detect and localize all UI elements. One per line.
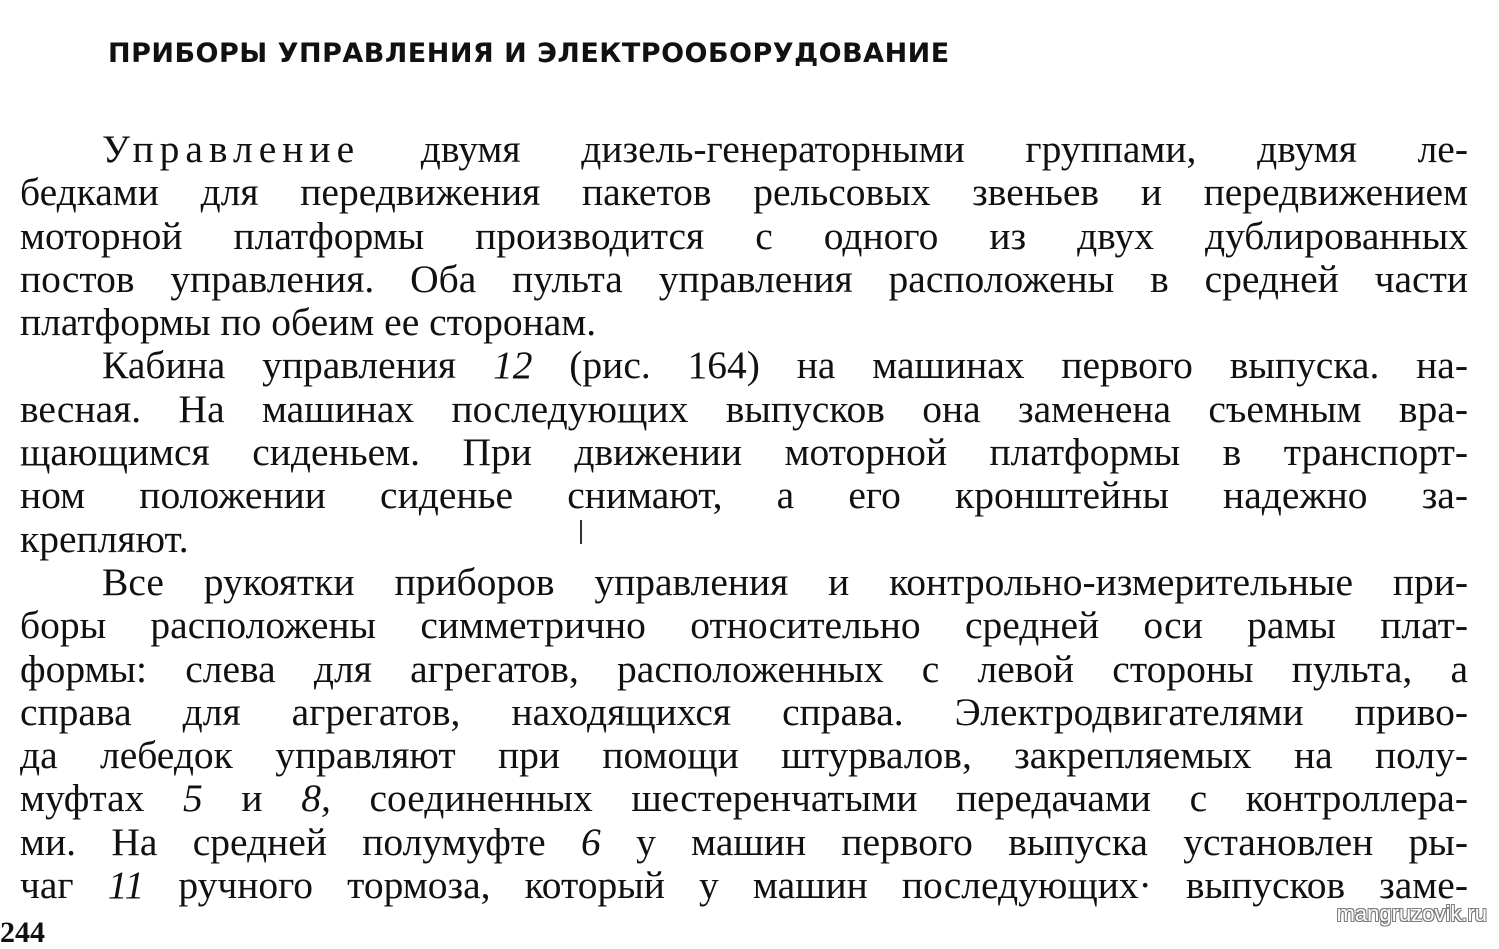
paragraph-1-line-2: бедками для передвижения пакетов рельсовых звеньев и передвижением bbox=[20, 170, 1468, 215]
paragraph-2-line-3: щающимся сиденьем. При движении моторной платформы в транспорт- bbox=[20, 430, 1468, 475]
paragraph-2-line-5: крепляют. bbox=[20, 516, 189, 561]
paragraph-3-line-4: справа для агрегатов, находящихся справа. Электродвигателями приво- bbox=[20, 689, 1468, 734]
figure-reference: 11 bbox=[107, 863, 145, 908]
paragraph-2-line-4: ном положении сиденье снимают, а его кронштейны надежно за- bbox=[20, 473, 1468, 518]
line-text: у машин первого выпуска установлен ры- bbox=[600, 819, 1469, 864]
line-text: (рис. 164) на машинах первого выпуска. на- bbox=[532, 343, 1468, 388]
figure-reference: 8, bbox=[301, 776, 331, 821]
paragraph-3-line-2: боры расположены симметрично относительно средней оси рамы плат- bbox=[20, 603, 1468, 648]
paragraph-2-line-2: весная. На машинах последующих выпусков она заменена съемным вра- bbox=[20, 386, 1468, 431]
scan-artifact-mark bbox=[580, 520, 582, 544]
line-text: и bbox=[202, 776, 302, 821]
paragraph-3-line-3: формы: слева для агрегатов, расположенных с левой стороны пульта, а bbox=[20, 646, 1468, 691]
paragraph-2-line-1 bbox=[20, 344, 1468, 387]
line-text: соединенных шестеренчатыми передачами с контроллера- bbox=[330, 776, 1468, 821]
paragraph-1-line-1 bbox=[20, 128, 1468, 171]
paragraph-3-line-6 bbox=[20, 777, 1468, 820]
spaced-lead-word: Управление bbox=[102, 127, 361, 171]
line-text: ми. На средней полумуфте bbox=[20, 819, 581, 864]
line-text: Кабина управления bbox=[102, 343, 493, 388]
section-heading: ПРИБОРЫ УПРАВЛЕНИЯ И ЭЛЕКТРООБОРУДОВАНИЕ bbox=[108, 38, 950, 69]
paragraph-3-line-1: Все рукоятки приборов управления и контрольно-измерительные при- bbox=[102, 559, 1468, 604]
figure-reference: 6 bbox=[581, 819, 601, 864]
line-text: двумя дизель-генераторными группами, двумя ле- bbox=[360, 127, 1468, 171]
paragraph-1-line-4: постов управления. Оба пульта управления расположены в средней части bbox=[20, 256, 1468, 301]
line-text: муфтах bbox=[20, 776, 184, 821]
page-number: 244 bbox=[0, 916, 45, 949]
line-text: ручного тормоза, который у машин последующих· выпусков заме- bbox=[144, 863, 1468, 908]
body-text bbox=[20, 128, 1468, 907]
figure-reference: 5 bbox=[183, 776, 203, 821]
paragraph-3-line-7 bbox=[20, 821, 1468, 864]
site-watermark: mangruzovik.ru bbox=[1336, 901, 1487, 926]
figure-reference: 12 bbox=[492, 343, 533, 388]
paragraph-3-line-8 bbox=[20, 864, 1468, 907]
paragraph-1-line-5: платформы по обеим ее сторонам. bbox=[20, 300, 597, 345]
line-text: чаг bbox=[20, 863, 108, 908]
paragraph-3-line-5: да лебедок управляют при помощи штурвалов, закрепляемых на полу- bbox=[20, 733, 1468, 778]
paragraph-1-line-3: моторной платформы производится с одного из двух дублированных bbox=[20, 213, 1468, 258]
